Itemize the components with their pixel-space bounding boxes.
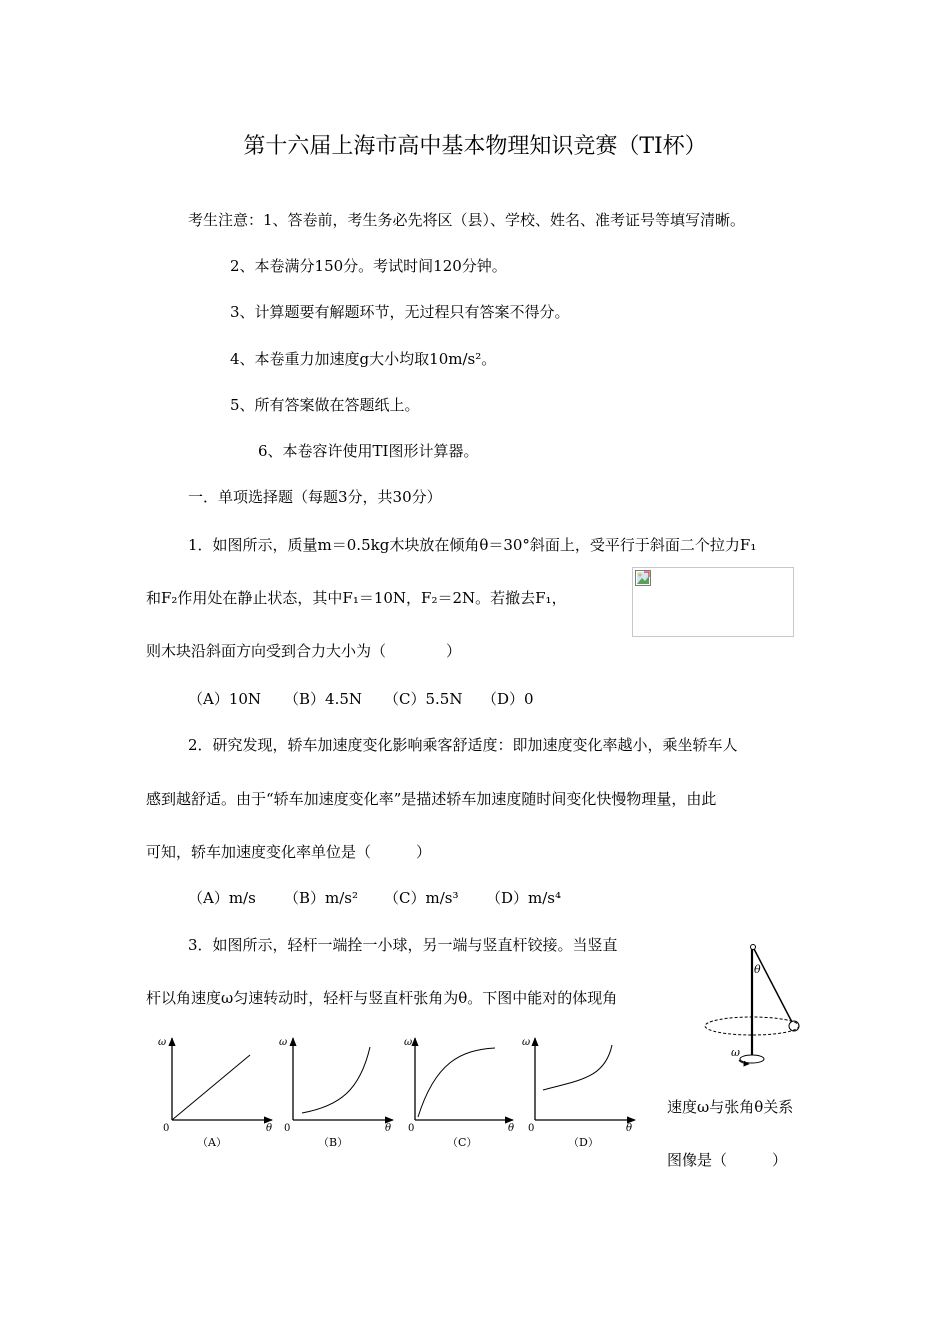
- graph-b-theta: θ: [385, 1123, 392, 1134]
- q2-option-b: （B）m/s²: [284, 889, 359, 907]
- graph-b: [279, 1037, 393, 1134]
- q1-line-3: 则木块沿斜面方向受到合力大小为（ ）: [146, 642, 462, 660]
- theta-label: θ: [754, 963, 761, 976]
- q3-line-4: 图像是（ ）: [667, 1151, 788, 1169]
- q1-line-1: 1．如图所示，质量m＝0.5kg木块放在倾角θ＝30°斜面上，受平行于斜面二个拉力F₁: [188, 536, 757, 554]
- note-2: 2、本卷满分150分。考试时间120分钟。: [230, 257, 507, 275]
- graph-d-origin: 0: [528, 1123, 535, 1134]
- graph-b-origin: 0: [284, 1123, 291, 1134]
- graph-d-caption: （D）: [568, 1136, 599, 1149]
- q2-line-3: 可知，轿车加速度变化率单位是（ ）: [146, 843, 432, 861]
- q1-option-b: （B）4.5N: [284, 690, 363, 708]
- exam-title: 第十六届上海市高中基本物理知识竞赛（TI杯）: [243, 134, 707, 159]
- q1-option-c: （C）5.5N: [384, 690, 463, 708]
- graph-a-caption: （A）: [197, 1136, 227, 1149]
- hinge: [751, 945, 756, 950]
- omega-label: ω: [731, 1046, 740, 1059]
- graph-a-origin: 0: [163, 1123, 170, 1134]
- q2-option-d: （D）m/s⁴: [486, 889, 562, 907]
- note-3: 3、计算题要有解题环节，无过程只有答案不得分。: [230, 303, 570, 321]
- graph-c-curve: [418, 1048, 495, 1117]
- graph-a-curve: [172, 1055, 250, 1120]
- graph-b-caption: （B）: [318, 1136, 349, 1149]
- graph-b-omega: ω: [279, 1037, 288, 1048]
- q2-line-1: 2．研究发现，轿车加速度变化影响乘客舒适度：即加速度变化率越小，乘坐轿车人: [188, 736, 738, 754]
- note-1: 考生注意：1、答卷前，考生务必先将区（县）、学校、姓名、准考证号等填写清晰。: [188, 211, 746, 229]
- graph-d-omega: ω: [522, 1037, 531, 1048]
- q1-option-a: （A）10N: [188, 690, 262, 708]
- q2-line-2: 感到越舒适。由于“轿车加速度变化率”是描述轿车加速度随时间变化快慢物理量，由此: [146, 790, 717, 808]
- q2-option-c: （C）m/s³: [384, 889, 459, 907]
- graph-c-origin: 0: [408, 1123, 415, 1134]
- light-rod: [753, 947, 794, 1026]
- graph-c-caption: （C）: [447, 1136, 478, 1149]
- graph-a-omega: ω: [158, 1037, 167, 1048]
- q1-figure: [632, 567, 794, 637]
- ball: [789, 1021, 799, 1031]
- q2-option-a: （A）m/s: [188, 889, 256, 907]
- note-5: 5、所有答案做在答题纸上。: [230, 396, 420, 414]
- graph-c-theta: θ: [508, 1123, 515, 1134]
- graph-d-theta: θ: [626, 1123, 633, 1134]
- graph-b-curve: [302, 1047, 370, 1113]
- q1-line-2: 和F₂作用处在静止状态，其中F₁＝10N，F₂＝2N。若撤去F₁，: [146, 589, 567, 607]
- note-6: 6、本卷容许使用TI图形计算器。: [258, 442, 479, 460]
- graph-c-omega: ω: [404, 1037, 413, 1048]
- broken-image-icon: [635, 570, 651, 586]
- graph-a-theta: θ: [266, 1123, 273, 1134]
- rod-base: [740, 1055, 764, 1063]
- q1-option-d: （D）0: [482, 690, 534, 708]
- graph-a: [158, 1037, 272, 1134]
- graph-d: [522, 1037, 635, 1134]
- note-4: 4、本卷重力加速度g大小均取10m/s²。: [230, 350, 497, 368]
- section-heading: 一．单项选择题（每题3分，共30分）: [188, 488, 442, 506]
- graph-c: [404, 1037, 514, 1134]
- q3-line-2: 杆以角速度ω匀速转动时，轻杆与竖直杆张角为θ。下图中能对的体现角: [146, 989, 618, 1007]
- graph-d-curve: [543, 1045, 612, 1090]
- q3-option-graphs: [150, 1028, 650, 1148]
- q3-line-1: 3．如图所示，轻杆一端拴一小球，另一端与竖直杆铰接。当竖直: [188, 936, 618, 954]
- pendulum-figure: [695, 935, 810, 1070]
- q3-line-3: 速度ω与张角θ关系: [667, 1098, 794, 1116]
